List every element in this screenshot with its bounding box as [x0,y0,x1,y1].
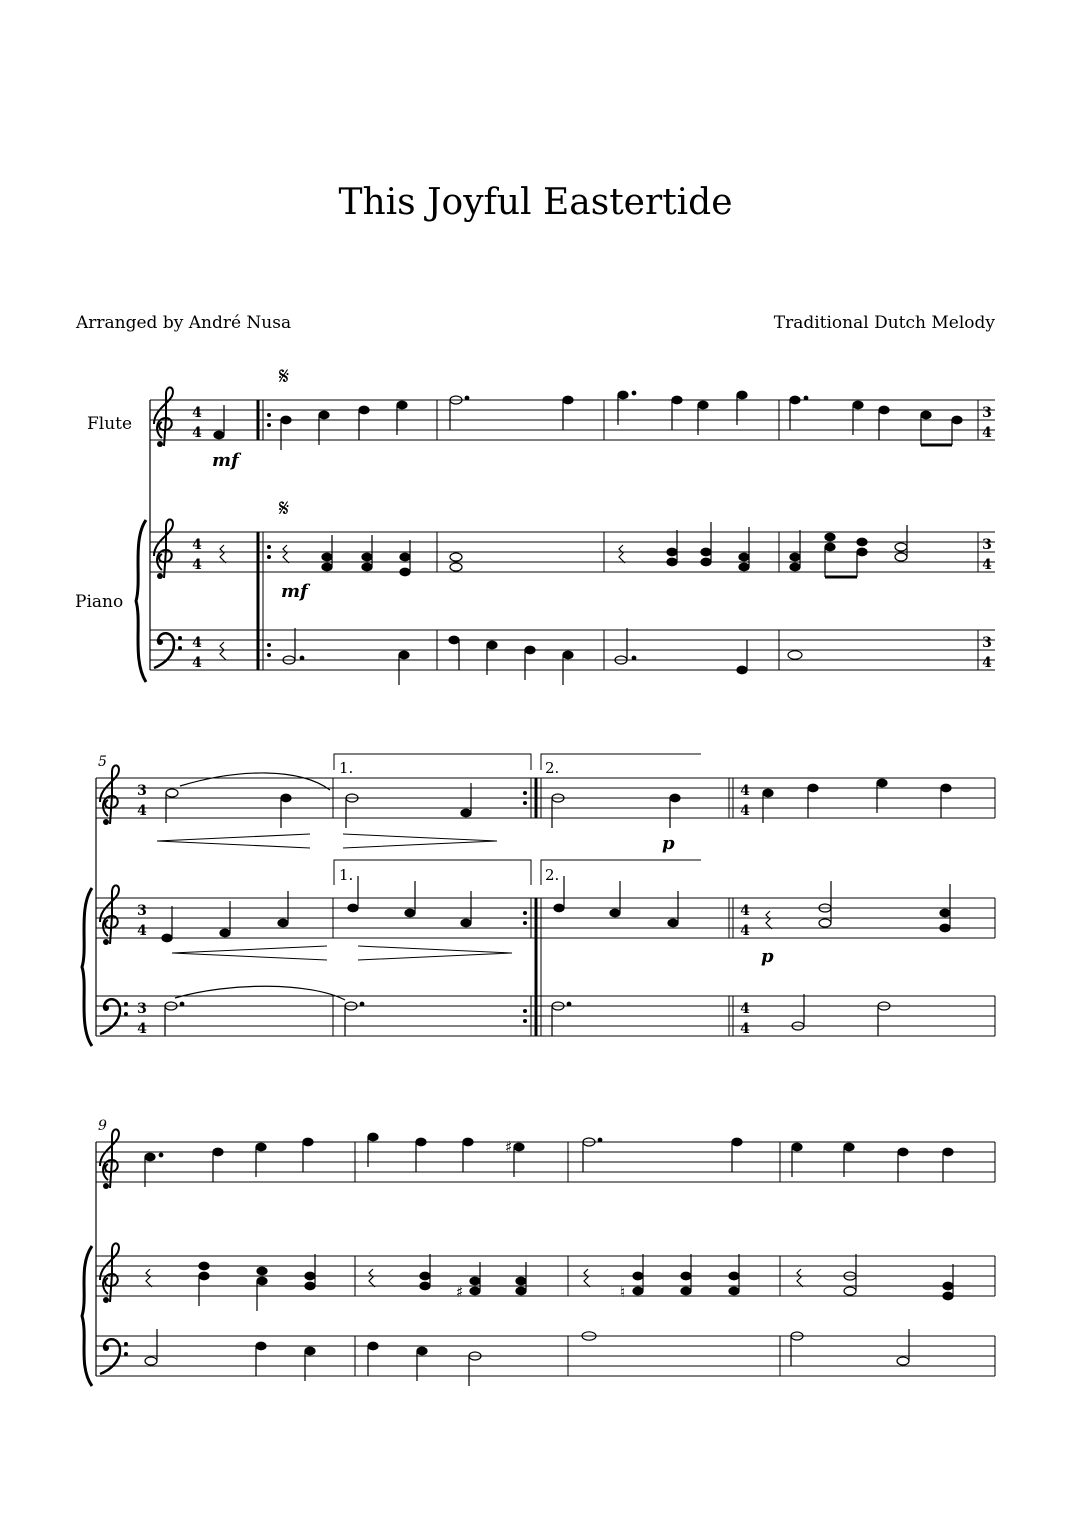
svg-text:3: 3 [137,1001,147,1017]
svg-text:♯: ♯ [505,1138,513,1156]
svg-text:♮: ♮ [620,1283,626,1301]
piano-brace-2 [82,888,92,1046]
svg-text:4: 4 [740,783,750,799]
volta-1-piano: 1. [339,866,354,884]
svg-text:4: 4 [192,537,202,553]
svg-text:4: 4 [192,425,202,441]
measure-number-9: 9 [98,1118,107,1134]
flute-notes-system-3 [145,1133,953,1187]
piano-treble-staff [150,532,995,572]
arranger-credit: Arranged by André Nusa [76,313,292,333]
volta-2-piano: 2. [545,866,560,884]
segno-flute: 𝄋 [278,362,290,390]
piano-bass-staff [150,630,995,670]
hairpins-flute [157,834,497,848]
flute-part-label: Flute [87,414,133,434]
svg-text:3: 3 [982,405,992,421]
volta-2-flute: 2. [545,759,560,777]
svg-text:4: 4 [740,1021,750,1037]
svg-text:4: 4 [740,923,750,939]
system-1 [136,362,995,685]
svg-text:4: 4 [137,803,147,819]
svg-text:4: 4 [982,557,992,573]
piano-bass-notes-system-2 [165,986,890,1036]
volta-1-flute: 1. [339,759,354,777]
svg-text:4: 4 [740,903,750,919]
svg-text:4: 4 [192,655,202,671]
svg-text:4: 4 [192,557,202,573]
svg-text:4: 4 [740,803,750,819]
dynamic-flute-mf: mf [212,450,239,471]
dynamic-piano-mf: mf [281,581,308,602]
segno-piano: 𝄋 [278,494,290,522]
system-2 [82,754,995,1046]
flute-staff [150,400,995,440]
piano-treble-notes-system-2 [162,876,950,942]
composer-credit: Traditional Dutch Melody [773,313,995,333]
piano-bass-notes-system-3 [145,1329,909,1386]
piano-part-label: Piano [75,592,124,612]
page-title: This Joyful Eastertide [338,182,733,223]
svg-text:♯: ♯ [456,1283,464,1301]
dynamic-piano-p: p [761,946,774,967]
piano-brace [136,520,146,682]
svg-text:4: 4 [137,1021,147,1037]
svg-text:4: 4 [982,425,992,441]
measure-number-5: 5 [98,754,107,770]
piano-bass-notes-system-1 [220,628,802,685]
svg-text:4: 4 [192,635,202,651]
dynamic-flute-p: p [662,833,675,854]
svg-text:3: 3 [137,903,147,919]
svg-text:3: 3 [982,635,992,651]
flute-notes-system-2 [166,773,951,828]
svg-text:4: 4 [740,1001,750,1017]
piano-brace-3 [82,1246,92,1386]
svg-text:4: 4 [982,655,992,671]
system-3 [82,1118,995,1386]
svg-text:3: 3 [137,783,147,799]
svg-text:3: 3 [982,537,992,553]
piano-treble-notes-system-1 [220,522,907,577]
piano-treble-notes-system-3 [146,1254,953,1311]
svg-text:4: 4 [137,923,147,939]
svg-text:4: 4 [192,405,202,421]
hairpins-piano [172,946,512,960]
